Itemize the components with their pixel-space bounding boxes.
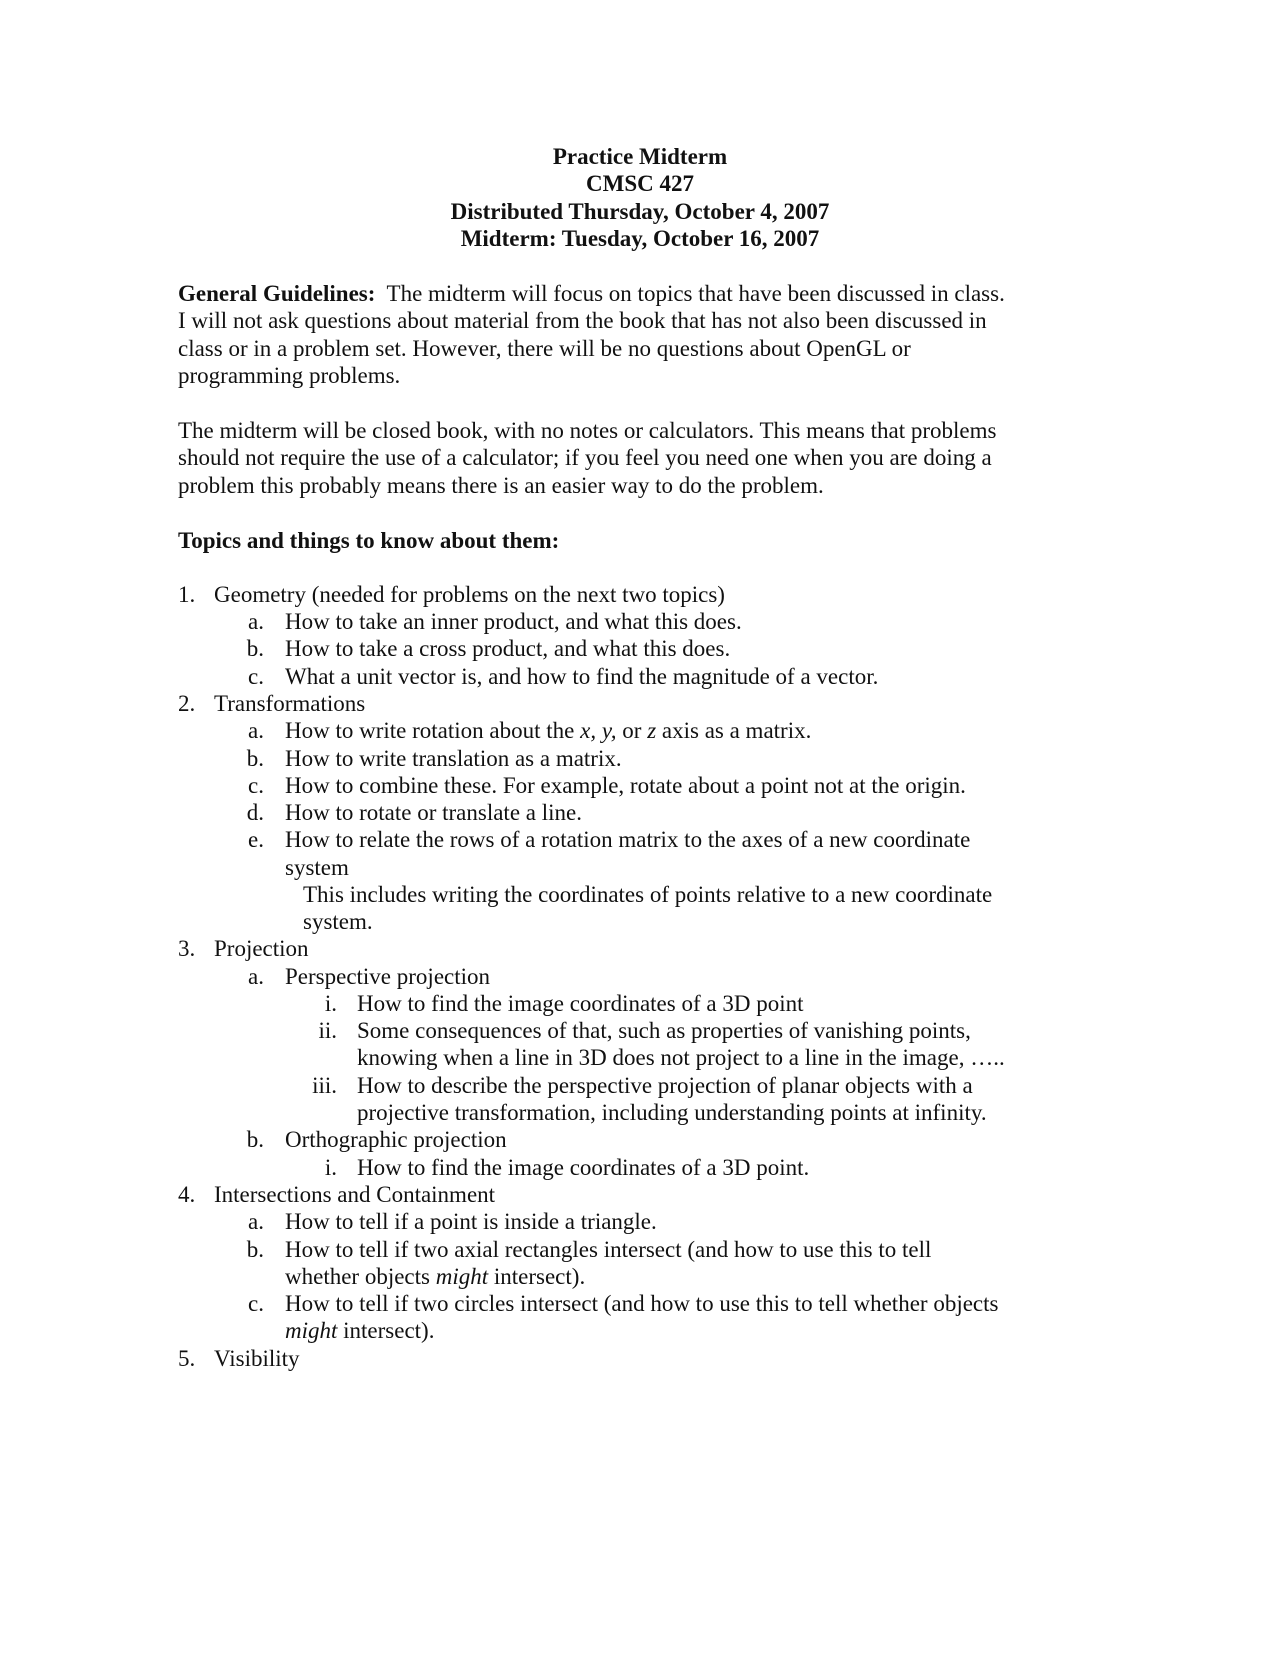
topic-number: 2. [178,691,196,716]
topic-number: 5. [178,1346,196,1371]
list-item: Perspective projection [285,964,491,989]
subitem-marker: iii. [312,1073,337,1098]
topic-number: 1. [178,582,196,607]
topic-label: Visibility [214,1346,300,1371]
list-item: How to take a cross product, and what this does. [285,636,731,661]
guidelines-line-4: programming problems. [178,363,401,388]
item-marker: b. [246,636,264,661]
sub-list-item: How to find the image coordinates of a 3D point [357,991,804,1016]
topic-number: 3. [178,936,196,961]
topic-label: Transformations [214,691,366,716]
topic-number: 4. [178,1182,196,1207]
list-item-note: This includes writing the coordinates of points relative to a new coordinate [303,882,993,907]
list-item: How to tell if a point is inside a triangle. [285,1209,657,1234]
list-item [285,717,811,745]
list-item: How to combine these. For example, rotate about a point not at the origin. [285,773,966,798]
list-item-note-continued: system. [303,909,373,934]
midterm-date: Midterm: Tuesday, October 16, 2007 [460,226,820,251]
topics-heading: Topics and things to know about them: [178,528,560,553]
guidelines-line-3: class or in a problem set. However, there will be no questions about OpenGL or [178,336,911,361]
list-item-continued: system [285,855,349,880]
sub-list-item: How to find the image coordinates of a 3D point. [357,1155,810,1180]
sub-list-item: Some consequences of that, such as properties of vanishing points, [357,1018,971,1043]
item-marker: b. [246,746,264,771]
guidelines-line-2: I will not ask questions about material from the book that has not also been discussed in [178,308,987,333]
list-item: Orthographic projection [285,1127,507,1152]
item-marker: a. [248,964,264,989]
item-marker: b. [246,1127,264,1152]
guidelines-label: General Guidelines: [178,281,376,306]
document-title: Practice Midterm [552,144,728,169]
closed-book-line-3: problem this probably means there is an easier way to do the problem. [178,473,824,498]
sub-list-item: How to describe the perspective projection of planar objects with a [357,1073,973,1098]
subitem-marker: i. [324,1155,337,1180]
guidelines-line-1 [178,280,1005,308]
item-text: intersect). [488,1264,586,1289]
distributed-date: Distributed Thursday, October 4, 2007 [450,199,830,224]
emphasis: might [285,1318,338,1343]
list-item: How to take an inner product, and what this does. [285,609,742,634]
topic-label: Intersections and Containment [214,1182,496,1207]
item-marker: a. [248,718,264,743]
list-item: How to write translation as a matrix. [285,746,622,771]
subitem-marker: ii. [318,1018,337,1043]
course-code: CMSC 427 [586,171,694,196]
sub-list-item-continued: knowing when a line in 3D does not project to a line in the image, ….. [357,1045,1005,1070]
item-marker: a. [248,609,264,634]
closed-book-line-1: The midterm will be closed book, with no notes or calculators. This means that problems [178,418,997,443]
list-item: How to tell if two circles intersect (and how to use this to tell whether objects [285,1291,999,1316]
list-item-continued [285,1263,585,1291]
list-item: What a unit vector is, and how to find the magnitude of a vector. [285,664,879,689]
item-marker: c. [248,1291,264,1316]
list-item: How to tell if two axial rectangles intersect (and how to use this to tell [285,1237,932,1262]
axis-names: x, y, [580,718,617,743]
emphasis: might [435,1264,489,1289]
item-text: axis as a matrix. [656,718,812,743]
item-marker: b. [246,1237,264,1262]
item-text: How to write rotation about the [285,718,581,743]
guidelines-text-1: The midterm will focus on topics that have been discussed in class. [386,281,1005,306]
item-marker: e. [248,827,264,852]
item-marker: a. [248,1209,264,1234]
item-marker: d. [246,800,264,825]
topic-label: Geometry (needed for problems on the next two topics) [214,582,725,607]
axis-name: z [647,718,657,743]
sub-list-item-continued: projective transformation, including understanding points at infinity. [357,1100,987,1125]
subitem-marker: i. [324,991,337,1016]
item-marker: c. [248,664,264,689]
topic-label: Projection [214,936,309,961]
item-text: whether objects [285,1264,436,1289]
list-item: How to rotate or translate a line. [285,800,582,825]
item-marker: c. [248,773,264,798]
list-item-continued [285,1317,434,1345]
item-text: intersect). [337,1318,435,1343]
list-item: How to relate the rows of a rotation matrix to the axes of a new coordinate [285,827,971,852]
closed-book-line-2: should not require the use of a calculator; if you feel you need one when you are doing a [178,445,992,470]
item-text: or [616,718,648,743]
